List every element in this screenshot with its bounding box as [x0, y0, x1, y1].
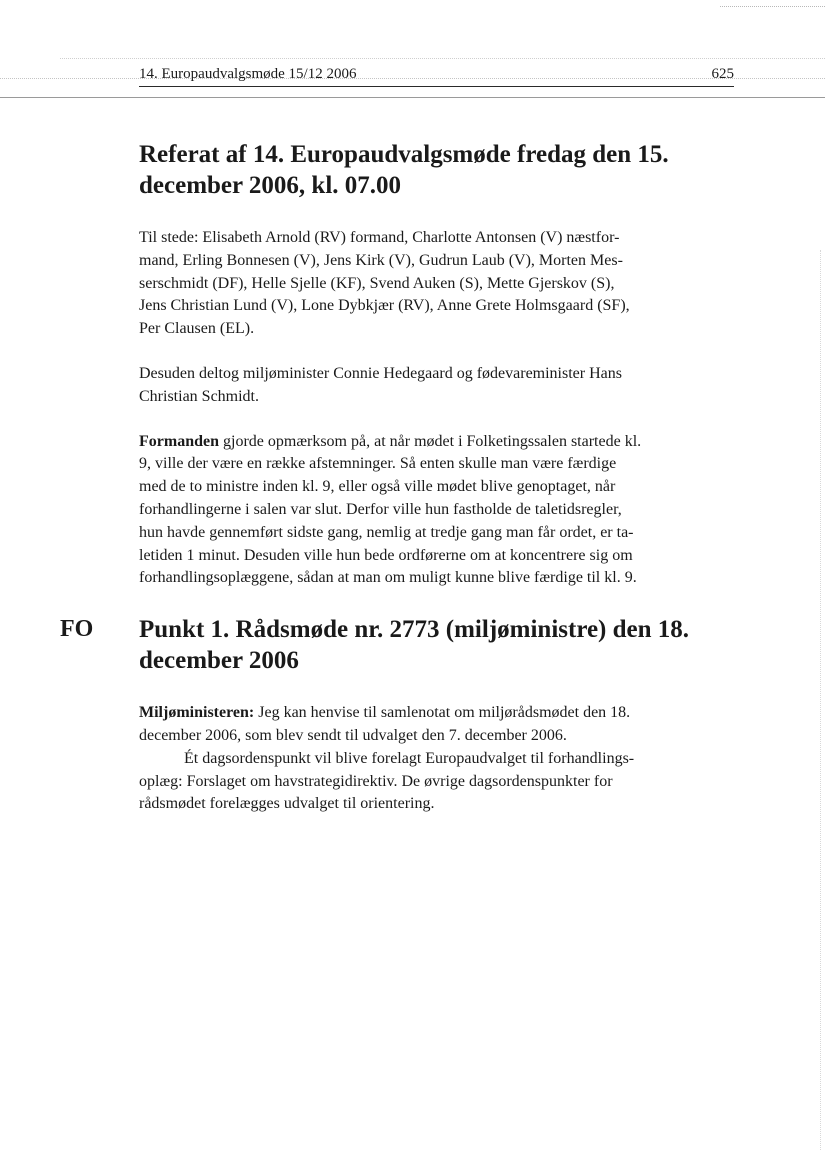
text-line: Til stede: Elisabeth Arnold (RV) formand, Charlotte Antonsen (V) næstfor-: [139, 229, 620, 246]
attendance-paragraph: [139, 227, 739, 341]
speaker-name: Miljøministeren:: [139, 704, 255, 722]
heading-line: Punkt 1. Rådsmøde nr. 2773 (miljøministre) den 18.: [139, 616, 690, 644]
title-line: Referat af 14. Europaudvalgsmøde fredag den 15.: [139, 141, 669, 168]
text-line: rådsmødet forelægges udvalget til orientering.: [139, 795, 435, 813]
page-title: [139, 139, 739, 201]
text-line: Per Clausen (EL).: [139, 320, 255, 338]
section-heading: [139, 614, 739, 676]
scan-artifact-line: [60, 58, 825, 59]
text-line: forhandlingerne i salen var slut. Derfor ville hun fastholde de taletidsregler,: [139, 500, 622, 518]
text-line: Christian Schmidt.: [139, 387, 259, 405]
heading-line: december 2006: [139, 647, 299, 675]
also-present-paragraph: [139, 363, 739, 409]
text-line: serschmidt (DF), Helle Sjelle (KF), Svend Auken (S), Mette Gjerskov (S),: [139, 274, 615, 292]
text-line: med de to ministre inden kl. 9, eller også ville mødet blive genoptaget, når: [139, 478, 616, 496]
title-line: december 2006, kl. 07.00: [139, 172, 402, 199]
document-body: [139, 139, 739, 816]
text-line: forhandlingsoplæggene, sådan at man om muligt kunne blive færdige til kl. 9.: [139, 569, 637, 587]
text-line: gjorde opmærksom på, at når mødet i Folketingssalen startede kl.: [219, 432, 642, 450]
running-head-title: 14. Europaudvalgsmøde 15/12 2006: [139, 66, 357, 82]
minister-paragraph: [139, 702, 739, 748]
chair-statement-paragraph: [139, 431, 739, 591]
text-line: mand, Erling Bonnesen (V), Jens Kirk (V), Gudrun Laub (V), Morten Mes-: [139, 251, 623, 269]
page-number: 625: [711, 66, 734, 82]
text-line: december 2006, som blev sendt til udvalget den 7. december 2006.: [139, 726, 567, 744]
text-line: Ét dagsordenspunkt vil blive forelagt Europaudvalget til forhandlings-: [184, 749, 635, 767]
text-line: Jeg kan henvise til samlenotat om miljørådsmødet den 18.: [254, 704, 631, 722]
speaker-name: Formanden: [139, 432, 219, 450]
text-line: hun havde gennemført sidste gang, nemlig at tredje gang man får ordet, er ta-: [139, 523, 634, 541]
running-head: [139, 62, 734, 87]
scan-artifact-edge: [820, 250, 821, 1150]
minister-paragraph-continued: [139, 748, 739, 816]
scan-artifact-line: [720, 6, 825, 7]
text-line: 9, ville der være en række afstemninger. Så enten skulle man være færdige: [139, 455, 617, 473]
text-line: letiden 1 minut. Desuden ville hun bede ordførerne om at koncentrere sig om: [139, 546, 633, 564]
section-margin-mark: FO: [60, 616, 94, 642]
text-line: oplæg: Forslaget om havstrategidirektiv. De øvrige dagsordenspunkter for: [139, 772, 613, 790]
text-line: Desuden deltog miljøminister Connie Hedegaard og fødevareminister Hans: [139, 364, 622, 382]
text-line: Jens Christian Lund (V), Lone Dybkjær (RV), Anne Grete Holmsgaard (SF),: [139, 297, 630, 315]
scan-artifact-line: [0, 97, 825, 98]
